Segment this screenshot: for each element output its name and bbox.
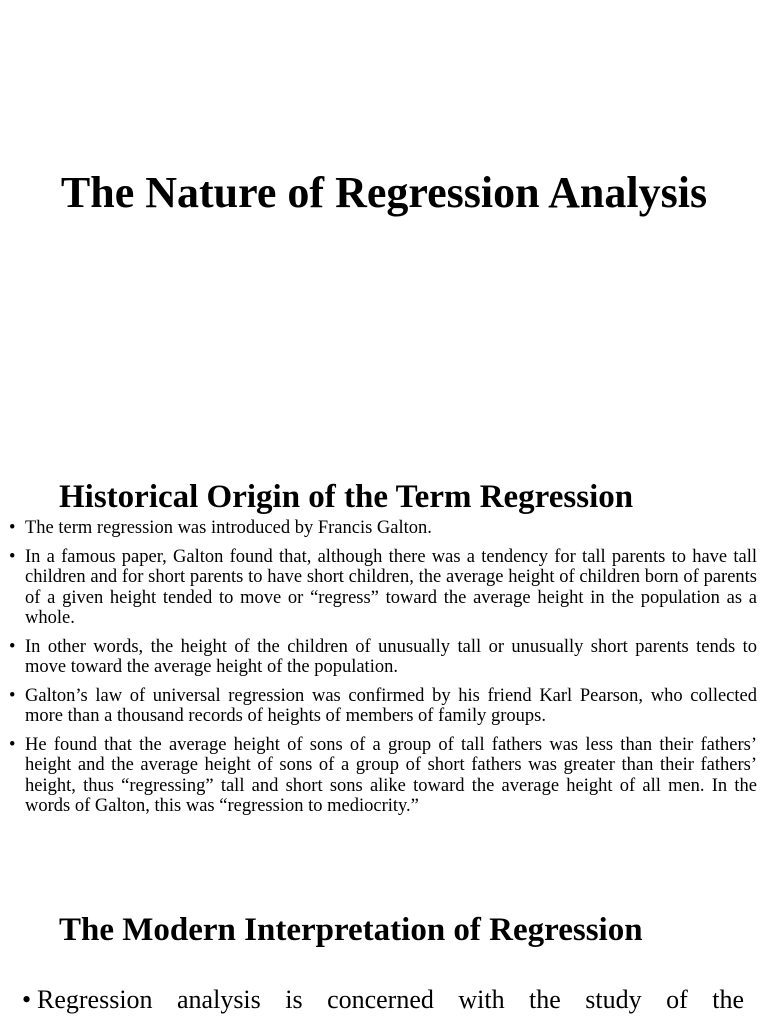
slide-historical-origin (0, 430, 768, 860)
bullet-marker: • (9, 685, 16, 706)
slide-modern-interpretation (0, 860, 768, 1024)
bullet-text: He found that the average height of sons of a group of tall fathers was less than their fathers’ height and the average height of sons of a group of short fathers was greater than their fathers’ height, thus “regressing” tall and short sons alike toward the average height of all men. In the words of Galton, this was “regression to mediocrity.” (25, 734, 757, 816)
bullet-list (9, 518, 757, 825)
bullet-text: Regression analysis is concerned with the study of the (37, 985, 744, 1014)
bullet-marker: • (9, 518, 16, 538)
list-item (9, 518, 757, 539)
list-item (9, 686, 757, 727)
bullet-text: Galton’s law of universal regression was confirmed by his friend Karl Pearson, who collected more than a thousand records of heights of members of family groups. (25, 685, 757, 726)
list-item (22, 984, 744, 1016)
list-item (9, 547, 757, 629)
bullet-text: In a famous paper, Galton found that, although there was a tendency for tall parents to have tall children and for short parents to have short children, the average height of children born of parents of a given height tended to move or “regress” toward the average height in the population as a whole. (25, 546, 757, 628)
presentation-title: The Nature of Regression Analysis (60, 168, 708, 217)
bullet-marker: • (9, 734, 16, 755)
bullet-marker: • (9, 546, 16, 567)
bullet-text: The term regression was introduced by Francis Galton. (25, 518, 432, 538)
section-title: Historical Origin of the Term Regression (59, 479, 634, 515)
list-item (9, 637, 757, 678)
slide-title (0, 0, 768, 430)
bullet-marker: • (22, 985, 32, 1014)
bullet-marker: • (9, 636, 16, 657)
bullet-list (22, 984, 744, 1016)
list-item (9, 735, 757, 817)
bullet-text: In other words, the height of the children of unusually tall or unusually short parents tends to move toward the average height of the population. (25, 636, 757, 677)
section-title: The Modern Interpretation of Regression (59, 912, 643, 948)
